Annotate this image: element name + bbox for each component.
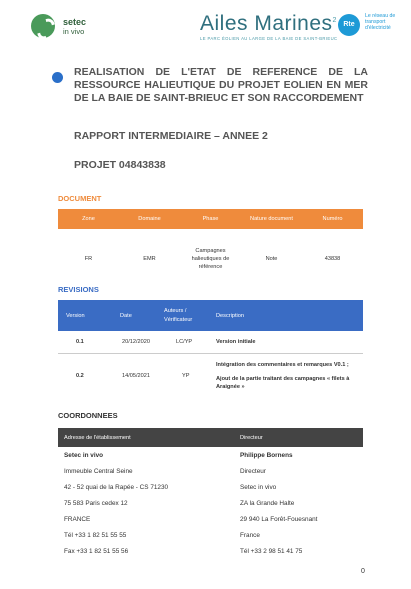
table-row (58, 527, 363, 543)
ailes-marines-tagline: LE PARC ÉOLIEN AU LARGE DE LA BAIE DE SAINT-BRIEUC (200, 36, 338, 41)
project-number: PROJET 04843838 (74, 159, 166, 171)
revisions-heading: REVISIONS (58, 285, 99, 294)
cell-adresse: FRANCE (64, 515, 91, 523)
page-number: 0 (361, 568, 365, 575)
cell-numero: 43838 (324, 256, 341, 262)
table-row (58, 229, 363, 289)
table-row (58, 331, 363, 354)
document-title: REALISATION DE L'ETAT DE REFERENCE DE LA RESSOURCE HALIEUTIQUE DU PROJET EOLIEN EN MER DE LA BAIE DE SAINT-BRIEUC ET SON RACCORDEMENT (74, 66, 368, 104)
table-row (58, 463, 363, 479)
table-row (58, 511, 363, 527)
coordonnees-table (58, 428, 363, 559)
col-directeur: Directeur (234, 428, 363, 447)
document-heading: DOCUMENT (58, 194, 102, 203)
rte-logo-text: Le réseau de transport d'électricité (365, 13, 396, 31)
col-version: Version (58, 300, 112, 331)
cell-auteurs: LC/YP (164, 331, 210, 354)
cell-description: Version initiale (210, 331, 363, 354)
cell-date: 14/05/2021 (122, 372, 150, 379)
setec-logo-name: setec (63, 17, 87, 27)
cell-directeur: Setec in vivo (240, 483, 277, 491)
description-line-1: Intégration des commentaires et remarques V0.1 ; (216, 361, 349, 368)
document-table-header (58, 209, 363, 229)
cell-directeur: Philippe Bornens (240, 451, 293, 459)
cell-version: 0.1 (58, 331, 112, 354)
cell-auteurs: YP (182, 372, 190, 379)
setec-logo-sub: in vivo (63, 27, 85, 36)
col-adresse: Adresse de l'établissement (58, 428, 234, 447)
col-date: Date (112, 300, 164, 331)
cell-adresse: Setec in vivo (64, 451, 104, 459)
table-row (58, 543, 363, 559)
revisions-table (58, 300, 363, 397)
cell-description (210, 354, 363, 398)
cell-adresse: Fax +33 1 82 51 55 56 (64, 547, 129, 555)
cell-nature: Note (265, 256, 278, 262)
cell-adresse: 42 - 52 quai de la Rapée - CS 71230 (64, 483, 169, 491)
cell-directeur: Tél +33 2 98 51 41 75 (240, 547, 303, 555)
col-phase: Phase (180, 209, 241, 229)
cell-domaine: EMR (143, 256, 156, 262)
table-row (58, 354, 363, 398)
table-row (58, 479, 363, 495)
revisions-table-header (58, 300, 363, 331)
setec-logo (31, 14, 121, 44)
cell-version: 0.2 (76, 372, 84, 379)
col-description: Description (210, 300, 363, 331)
cell-directeur: France (240, 531, 260, 539)
cell-directeur: ZA la Grande Halte (240, 499, 295, 507)
cell-adresse: 75 583 Paris cedex 12 (64, 499, 128, 507)
title-bullet-icon (52, 72, 63, 83)
col-auteurs: Auteurs / Vérificateur (164, 300, 210, 331)
ailes-marines-logo: Ailes Marines$^2$ (200, 12, 337, 35)
table-row (58, 447, 363, 463)
document-subtitle: RAPPORT INTERMEDIAIRE – ANNEE 2 (74, 130, 268, 142)
col-numero: Numéro (302, 209, 363, 229)
cell-adresse: Tél +33 1 82 51 55 55 (64, 531, 127, 539)
col-zone: Zone (58, 209, 119, 229)
cell-adresse: Immeuble Central Seine (64, 467, 133, 475)
cell-date: 20/12/2020 (112, 331, 164, 354)
document-table (58, 209, 363, 289)
coordonnees-heading: COORDONNEES (58, 411, 118, 420)
col-domaine: Domaine (119, 209, 180, 229)
coordonnees-table-header (58, 428, 363, 447)
cell-directeur: Directeur (240, 467, 266, 475)
table-row (58, 495, 363, 511)
rte-logo-icon: Rte (338, 14, 360, 36)
description-line-2: Ajout de la partie traitant des campagnes « filets à Araignée » (216, 375, 350, 390)
col-nature: Nature document (241, 209, 302, 229)
setec-mark-icon (31, 14, 55, 38)
cell-directeur: 29 940 La Forêt-Fouesnant (240, 515, 318, 523)
cell-phase: Campagnes halieutiques de référence (191, 248, 230, 270)
cell-zone: FR (84, 256, 93, 262)
